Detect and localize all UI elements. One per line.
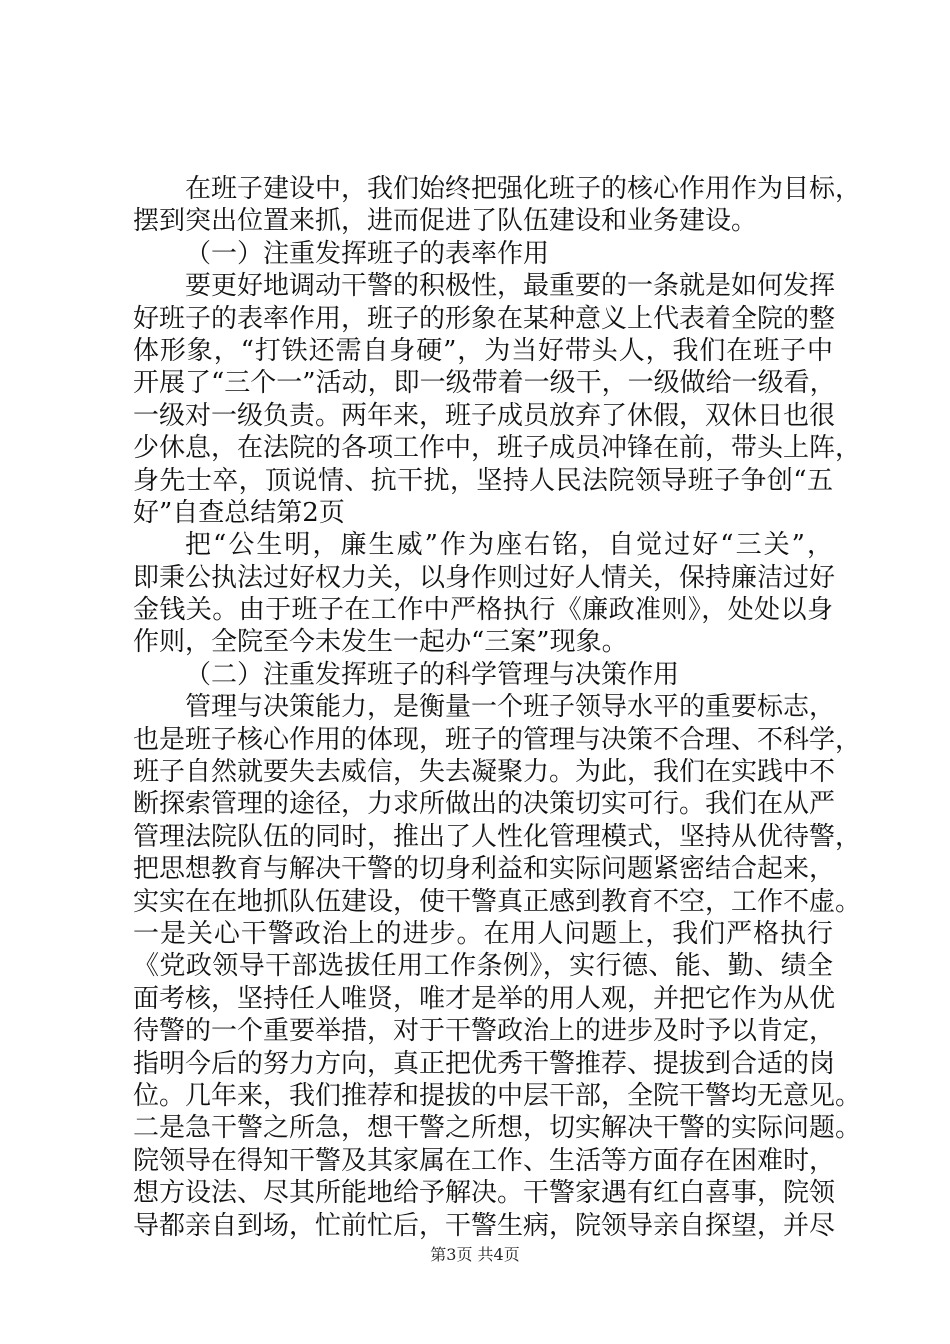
text-line: 摆到突出位置来抓，进而促进了队伍建设和业务建设。 [133, 206, 758, 237]
text-line: 好班子的表率作用，班子的形象在某种意义上代表着全院的整 [133, 303, 836, 334]
text-line: 少休息，在法院的各项工作中，班子成员冲锋在前，带头上阵， [133, 433, 862, 464]
text-line: 管理法院队伍的同时，推出了人性化管理模式，坚持从优待警， [133, 821, 862, 852]
section-heading [133, 659, 833, 691]
text-line: 管理与决策能力，是衡量一个班子领导水平的重要标志， [185, 692, 836, 723]
text-line: 身先士卒，顶说情、抗干扰，坚持人民法院领导班子争创“五 [133, 465, 833, 496]
paragraph [133, 529, 836, 659]
heading-text: （二）注重发挥班子的科学管理与决策作用 [185, 659, 680, 690]
text-line: 位。几年来，我们推荐和提拔的中层干部，全院干警均无意见。 [133, 1080, 862, 1111]
text-line: 院领导在得知干警及其家属在工作、生活等方面存在困难时， [133, 1145, 836, 1176]
text-line: 好”自查总结第2页 [133, 497, 345, 528]
text-line: 也是班子核心作用的体现，班子的管理与决策不合理、不科学， [133, 724, 862, 755]
text-line: 要更好地调动干警的积极性，最重要的一条就是如何发挥 [185, 271, 836, 302]
text-line: 导都亲自到场，忙前忙后，干警生病，院领导亲自探望，并尽 [133, 1210, 836, 1241]
text-line: 作则，全院至今未发生一起办“三案”现象。 [133, 627, 628, 658]
text-line: 指明今后的努力方向，真正把优秀干警推荐、提拔到合适的岗 [133, 1048, 836, 1079]
text-line: 把“公生明，廉生威”作为座右铭，自觉过好“三关”， [185, 530, 833, 561]
heading-text: （一）注重发挥班子的表率作用 [185, 238, 550, 269]
page-footer: 第3页 共4页 [430, 1245, 520, 1264]
text-line: 即秉公执法过好权力关，以身作则过好人情关，保持廉洁过好 [133, 562, 836, 593]
paragraph [133, 691, 862, 1242]
text-line: 班子自然就要失去威信，失去凝聚力。为此，我们在实践中不 [133, 757, 836, 788]
text-line: 金钱关。由于班子在工作中严格执行《廉政准则》，处处以身 [133, 595, 833, 626]
paragraph [133, 173, 862, 238]
text-line: 一是关心干警政治上的进步。在用人问题上，我们严格执行 [133, 918, 833, 949]
text-line: 一级对一级负责。两年来，班子成员放弃了休假，双休日也很 [133, 400, 836, 431]
text-line: 待警的一个重要举措，对于干警政治上的进步及时予以肯定， [133, 1016, 836, 1047]
document-body [133, 173, 862, 1242]
text-line: 《党政领导干部选拔任用工作条例》，实行德、能、勤、绩全 [133, 951, 833, 982]
paragraph [133, 270, 862, 529]
text-line: 体形象，“打铁还需自身硬”，为当好带头人，我们在班子中 [133, 335, 833, 366]
text-line: 断探索管理的途径，力求所做出的决策切实可行。我们在从严 [133, 789, 836, 820]
text-line: 开展了“三个一”活动，即一级带着一级干，一级做给一级看， [133, 368, 836, 399]
text-line: 面考核，坚持任人唯贤，唯才是举的用人观，并把它作为从优 [133, 983, 836, 1014]
section-heading [133, 238, 833, 270]
text-line: 想方设法、尽其所能地给予解决。干警家遇有红白喜事，院领 [133, 1178, 836, 1209]
text-line: 把思想教育与解决干警的切身利益和实际问题紧密结合起来， [133, 854, 836, 885]
text-line: 在班子建设中，我们始终把强化班子的核心作用作为目标， [185, 174, 862, 204]
text-line: 实实在在地抓队伍建设，使干警真正感到教育不空，工作不虚。 [133, 886, 862, 917]
text-line: 二是急干警之所急，想干警之所想，切实解决干警的实际问题。 [133, 1113, 862, 1144]
